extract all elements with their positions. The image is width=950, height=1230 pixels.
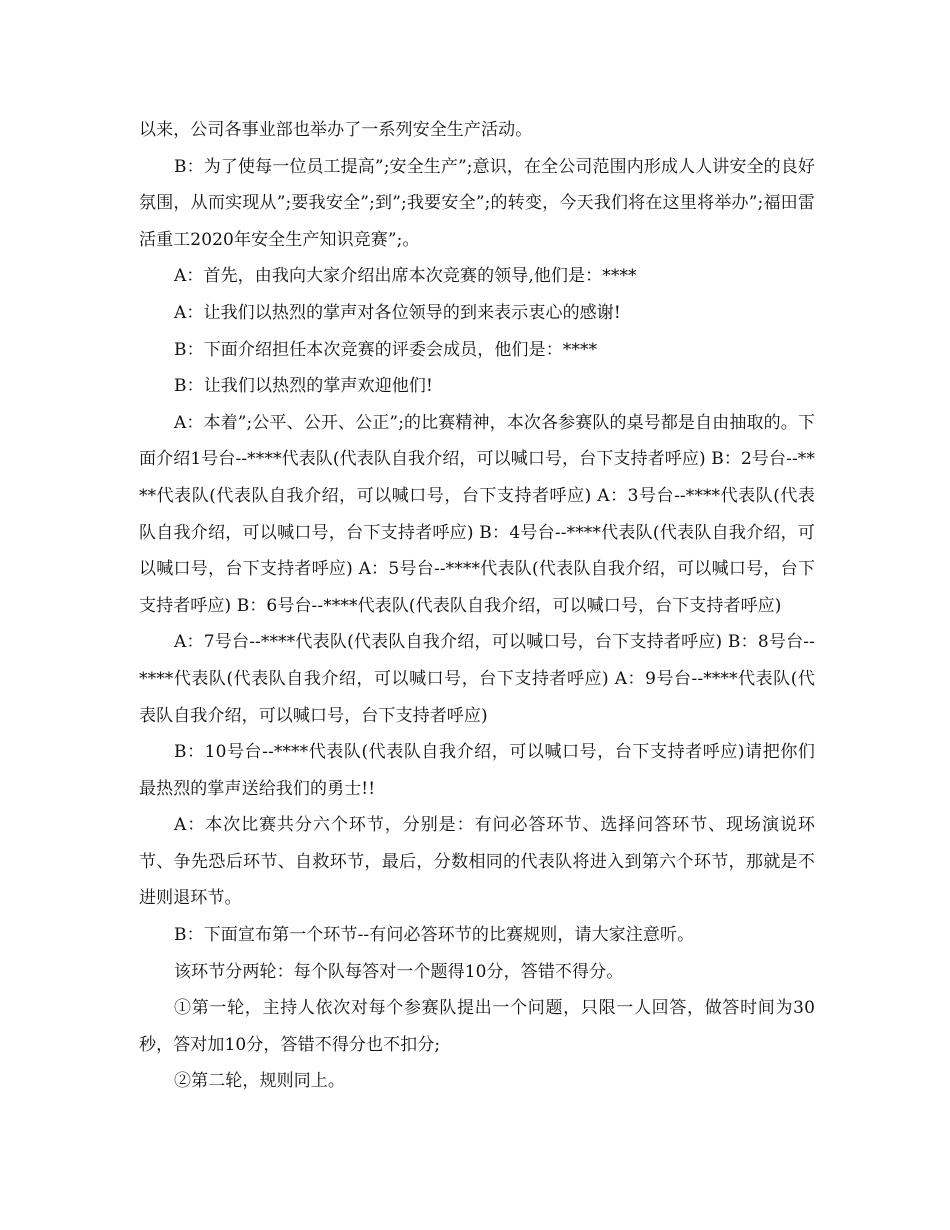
document-body [139, 112, 815, 1100]
paragraph-teams-1-6: A：本着”;公平、公开、公正”;的比赛精神，本次各参赛队的桌号都是自由抽取的。下面介绍1号台--****代表队(代表队自我介绍，可以喊口号，台下支持者呼应) B：2号台--****代表队(代表队自我介绍，可以喊口号，台下支持者呼应) A：3号台--****代表队(代表队自我介绍，可以喊口号，台下支持者呼应) B：4号台--****代表队(代表队自我介绍，可以喊口号，台下支持者呼应) A：5号台--****代表队(代表队自我介绍，可以喊口号，台下支持者呼应) B：6号台--****代表队(代表队自我介绍，可以喊口号，台下支持者呼应) [139, 412, 815, 616]
paragraph-leaders: A：首先，由我向大家介绍出席本次竞赛的领导,他们是：**** [174, 266, 637, 287]
paragraph-team-10: B：10号台--****代表队(代表队自我介绍，可以喊口号，台下支持者呼应)请把你们最热烈的掌声送给我们的勇士!! [139, 742, 815, 799]
paragraph-scoring: 该环节分两轮：每个队每答对一个题得10分，答错不得分。 [174, 961, 624, 982]
paragraph-rule-two: ②第二轮，规则同上。 [174, 1071, 345, 1092]
paragraph-continuation: 以来，公司各事业部也举办了一系列安全生产活动。 [139, 120, 533, 140]
paragraph-teams-7-9: A：7号台--****代表队(代表队自我介绍，可以喊口号，台下支持者呼应) B：8号台--****代表队(代表队自我介绍，可以喊口号，台下支持者呼应) A：9号台--****代表队(代表队自我介绍，可以喊口号，台下支持者呼应) [139, 632, 815, 726]
paragraph-judges: B：下面介绍担任本次竞赛的评委会成员，他们是：**** [174, 339, 598, 360]
paragraph-six-rounds: A：本次比赛共分六个环节，分别是：有问必答环节、选择问答环节、现场演说环节、争先恐后环节、自救环节，最后，分数相同的代表队将进入到第六个环节，那就是不进则退环节。 [139, 815, 815, 909]
paragraph-first-round-rules: B：下面宣布第一个环节--有问必答环节的比赛规则，请大家注意听。 [174, 925, 695, 946]
paragraph-thanks-leaders: A：让我们以热烈的掌声对各位领导的到来表示衷心的感谢! [174, 302, 621, 323]
paragraph-rule-one: ①第一轮，主持人依次对每个参赛队提出一个问题，只限一人回答，做答时间为30秒，答对加10分，答错不得分也不扣分; [139, 998, 815, 1055]
paragraph-welcome-judges: B：让我们以热烈的掌声欢迎他们! [174, 376, 433, 397]
paragraph-competition-intro: B：为了使每一位员工提高”;安全生产”;意识，在全公司范围内形成人人讲安全的良好氛围，从而实现从”;要我安全”;到”;我要安全”;的转变，今天我们将在这里将举办”;福田雷活重工2020年安全生产知识竞赛”;。 [139, 156, 815, 250]
